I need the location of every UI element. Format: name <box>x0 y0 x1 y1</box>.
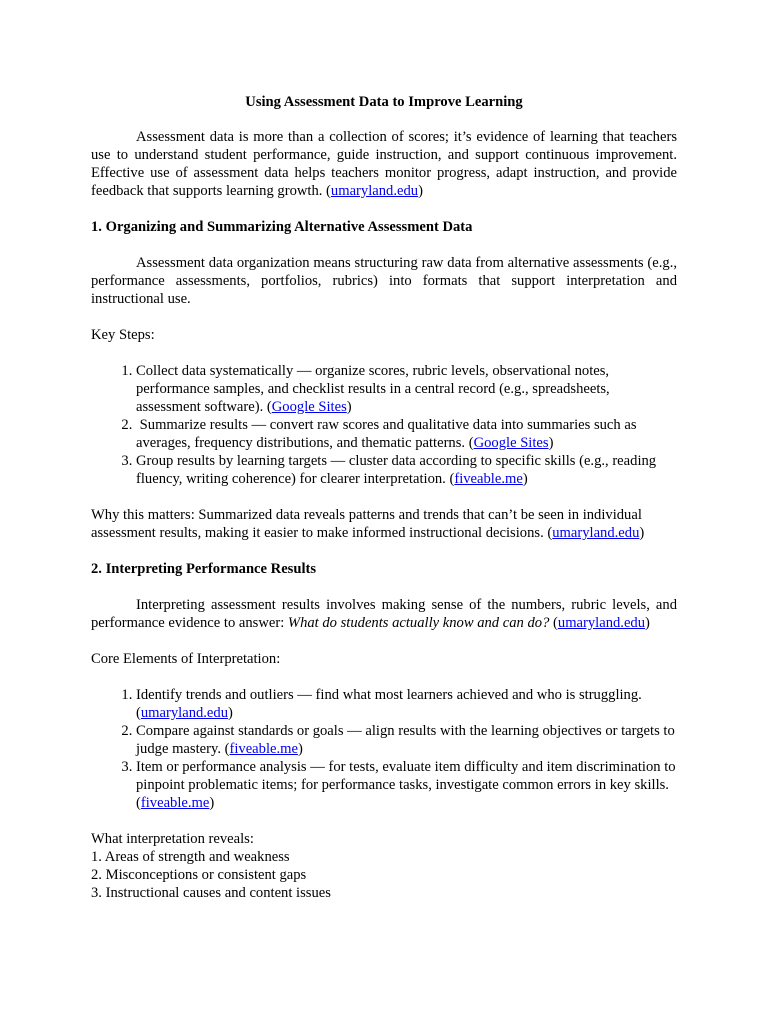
step-source-link[interactable]: Google Sites <box>271 399 347 415</box>
intro-source-link[interactable]: umaryland.edu <box>330 183 419 199</box>
element-text: Compare against standards or goals — align results with the learning objectives or targets to judge mastery. ( <box>136 723 675 757</box>
why-source-link[interactable]: umaryland.edu <box>552 525 640 541</box>
element-text: Identify trends and outliers — find what most learners achieved and who is struggling. ( <box>136 687 642 721</box>
element-close: ) <box>228 705 233 721</box>
section2-heading: 2. Interpreting Performance Results <box>91 561 317 577</box>
section1-heading: 1. Organizing and Summarizing Alternative Assessment Data <box>91 219 473 235</box>
step-text: Collect data systematically — organize scores, rubric levels, observational notes, performance samples, and checklist results in a central record (e.g., spreadsheets, assessment software). ( <box>136 363 610 415</box>
element-close: ) <box>209 795 215 811</box>
why-close: ) <box>639 525 645 541</box>
list-item <box>136 362 677 416</box>
element-source-link[interactable]: fiveable.me <box>140 795 210 811</box>
element-close: ) <box>297 741 303 757</box>
step-text: Summarize results — convert raw scores and qualitative data into summaries such as averages, frequency distributions, and thematic patterns. ( <box>136 417 641 451</box>
document-page <box>91 93 677 902</box>
reveals-item: 3. Instructional causes and content issues <box>91 885 331 901</box>
step-source-link[interactable]: Google Sites <box>473 435 549 451</box>
list-item <box>136 722 677 758</box>
element-source-link[interactable]: umaryland.edu <box>140 705 229 721</box>
step-close: ) <box>548 435 554 451</box>
intro-close: ) <box>418 183 423 199</box>
section1-paragraph: Assessment data organization means structuring raw data from alternative assessments (e.g., performance assessments, portfolios, rubrics) into formats that support interpretation and instructional use. <box>91 255 677 307</box>
reveals-block <box>91 830 677 902</box>
key-steps-list <box>91 362 677 488</box>
step-source-link[interactable]: fiveable.me <box>454 471 523 487</box>
core-elements-list <box>91 686 677 812</box>
why-matters-text: Why this matters: Summarized data reveals patterns and trends that can’t be seen in individual assessment results, making it easier to make informed instructional decisions. ( <box>91 507 642 541</box>
element-source-link[interactable]: fiveable.me <box>229 741 298 757</box>
section2-close: ) <box>645 615 650 631</box>
intro-paragraph <box>91 128 677 200</box>
step-close: ) <box>522 471 528 487</box>
why-matters-paragraph <box>91 506 677 542</box>
reveals-label: What interpretation reveals: <box>91 831 254 847</box>
list-item <box>136 686 677 722</box>
section2-italic-question: What do students actually know and can do? <box>287 615 550 631</box>
list-item <box>136 452 677 488</box>
core-elements-label: Core Elements of Interpretation: <box>91 651 281 667</box>
section2-open: ( <box>549 615 558 631</box>
reveals-item: 1. Areas of strength and weakness <box>91 849 290 865</box>
section2-paragraph <box>91 596 677 632</box>
intro-text: Assessment data is more than a collection of scores; it’s evidence of learning that teachers use to understand student performance, guide instruction, and support continuous improvement. Effective use of assessment data helps teachers monitor progress, adapt instruction, and provide feedback that supports learning growth. ( <box>91 129 677 199</box>
section2-source-link[interactable]: umaryland.edu <box>557 615 646 631</box>
reveals-item: 2. Misconceptions or consistent gaps <box>91 867 307 883</box>
document-title: Using Assessment Data to Improve Learning <box>245 94 523 110</box>
element-text: Item or performance analysis — for tests, evaluate item difficulty and item discrimination to pinpoint problematic items; for performance tasks, investigate common errors in key skills. ( <box>136 759 676 811</box>
list-item <box>136 758 677 812</box>
section2-text: Interpreting assessment results involves making sense of the numbers, rubric levels, and performance evidence to answer: <box>91 597 677 631</box>
step-text: Group results by learning targets — cluster data according to specific skills (e.g., reading fluency, writing coherence) for clearer interpretation. ( <box>136 453 657 487</box>
list-item <box>136 416 677 452</box>
key-steps-label: Key Steps: <box>91 327 155 343</box>
step-close: ) <box>346 399 352 415</box>
